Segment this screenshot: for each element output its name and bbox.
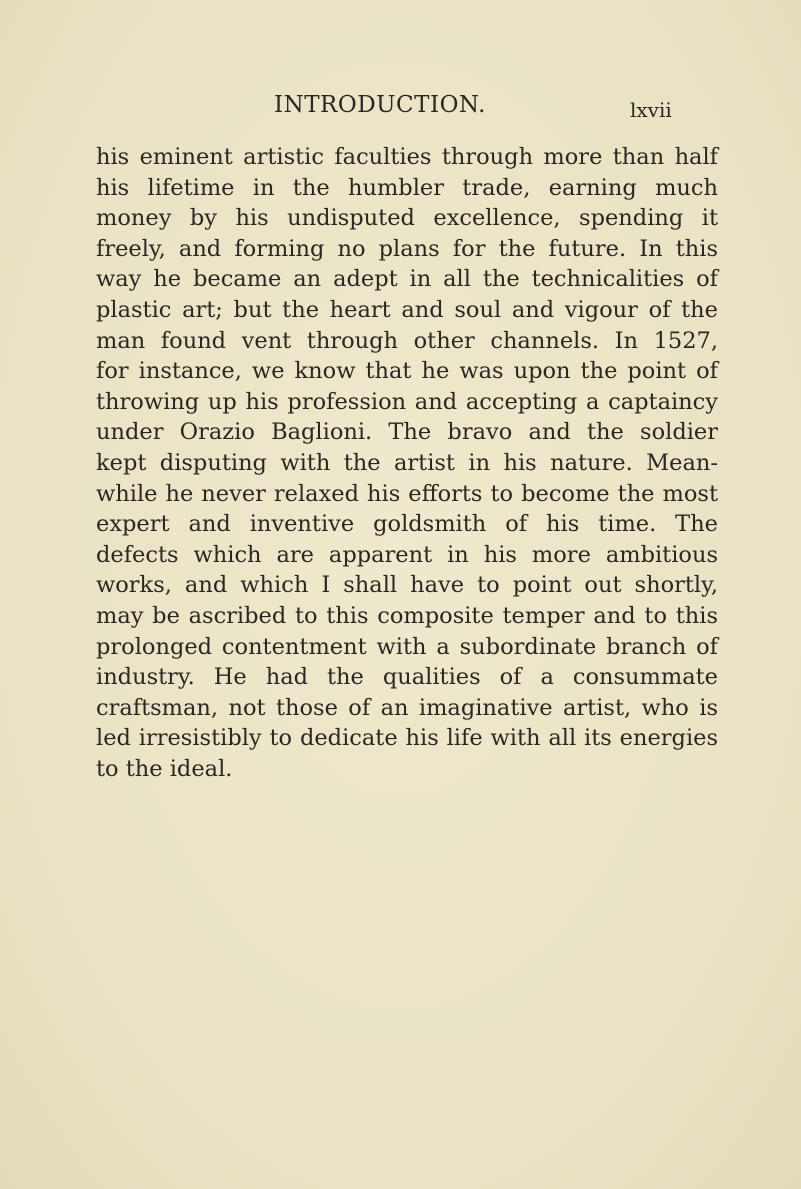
body-paragraph <box>96 142 718 784</box>
text-line: craftsman, not those of an imaginative artist, who is <box>96 694 718 721</box>
page-number: lxvii <box>630 98 672 122</box>
text-line: throwing up his profession and accepting a captaincy <box>96 388 718 415</box>
text-line: kept disputing with the artist in his nature. Mean- <box>96 449 718 476</box>
text-line: works, and which I shall have to point out shortly, <box>96 572 718 599</box>
text-line: defects which are apparent in his more ambitious <box>96 541 718 568</box>
text-line: for instance, we know that he was upon the point of <box>96 358 718 385</box>
running-head-title: INTRODUCTION. <box>274 92 486 118</box>
text-line: led irresistibly to dedicate his life with all its energies <box>96 725 718 752</box>
text-line: his eminent artistic faculties through more than half <box>96 144 718 170</box>
text-line: may be ascribed to this composite temper and to this <box>96 602 718 629</box>
text-line: prolonged contentment with a subordinate branch of <box>96 633 718 660</box>
text-line: man found vent through other channels. In 1527, <box>96 327 718 354</box>
running-head <box>0 88 801 124</box>
text-line: to the ideal. <box>96 755 233 782</box>
text-line: money by his undisputed excellence, spending it <box>96 205 718 232</box>
text-line: while he never relaxed his efforts to become the most <box>96 480 718 507</box>
text-line: plastic art; but the heart and soul and vigour of the <box>96 296 718 323</box>
text-line: industry. He had the qualities of a consummate <box>96 664 718 691</box>
text-line: under Orazio Baglioni. The bravo and the soldier <box>96 419 718 446</box>
text-line: way he became an adept in all the technicalities of <box>96 266 718 293</box>
text-line: his lifetime in the humbler trade, earning much <box>96 174 718 201</box>
text-line: freely, and forming no plans for the future. In this <box>96 235 718 262</box>
text-line: expert and inventive goldsmith of his time. The <box>96 511 718 538</box>
